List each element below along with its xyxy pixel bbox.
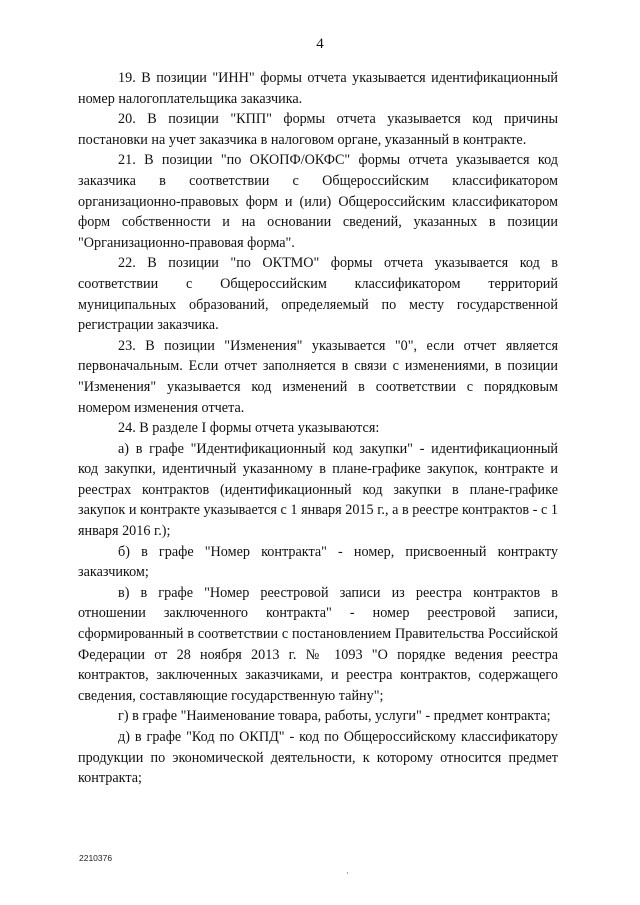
paragraph-24-g: г) в графе "Наименование товара, работы, услуги" - предмет контракта; [118, 708, 551, 725]
footer-mark: · [346, 868, 349, 878]
paragraph-24-b: б) в графе "Номер контракта" - номер, присвоенный контракту заказчиком; [78, 543, 558, 581]
paragraph-20: 20. В позиции "КПП" формы отчета указывается код причины постановки на учет заказчика в налоговом органе, указанный в контракте. [78, 111, 558, 148]
page-number: 4 [316, 36, 324, 52]
document-body [78, 68, 558, 789]
paragraph-19: 19. В позиции "ИНН" формы отчета указывается идентификационный номер налогоплательщика заказчика. [78, 70, 558, 107]
paragraph-24-d: д) в графе "Код по ОКПД" - код по Общероссийскому классификатору продукции по экономической деятельности, к которому относится предмет контракта; [78, 729, 558, 787]
paragraph-24-a: а) в графе "Идентификационный код закупки" - идентификационный код закупки, идентичный указанному в плане-графике закупок, контракте и реестрах контрактов (идентификационный код закупки в плане-графике закупок и контракте указывается с 1 января 2015 г., а в реестре контрактов - с 1 января 2016 г.); [78, 440, 558, 540]
paragraph-21: 21. В позиции "по ОКОПФ/ОКФС" формы отчета указывается код заказчика в соответствии с Общероссийским классификатором организационно-правовых форм и (или) Общероссийским классификатором форм собственности и на основании сведений, указанных в позиции "Организационно-правовая форма". [78, 152, 558, 251]
paragraph-23: 23. В позиции "Изменения" указывается "0", если отчет является первоначальным. Если отчет заполняется в связи с изменениями, в позиции "Изменения" указывается код изменений в соответствии с порядковым номером изменения отчета. [78, 337, 558, 416]
paragraph-22: 22. В позиции "по ОКТМО" формы отчета указывается код в соответствии с Общероссийским классификатором территорий муниципальных образований, определяемый по месту государственной регистрации заказчика. [78, 255, 558, 334]
paragraph-24: 24. В разделе I формы отчета указываются: [118, 420, 380, 437]
document-code: 2210376 [79, 853, 113, 863]
paragraph-24-v: в) в графе "Номер реестровой записи из реестра контрактов в отношении заключенного контракта" - номер реестровой записи, сформированный в соответствии с постановлением Правительства Российской Федерации от 28 ноября 2013 г. № 1093 "О порядке ведения реестра контрактов, заключенных заказчиками, и реестра контрактов, содержащего сведения, составляющие государственную тайну"; [78, 584, 558, 704]
